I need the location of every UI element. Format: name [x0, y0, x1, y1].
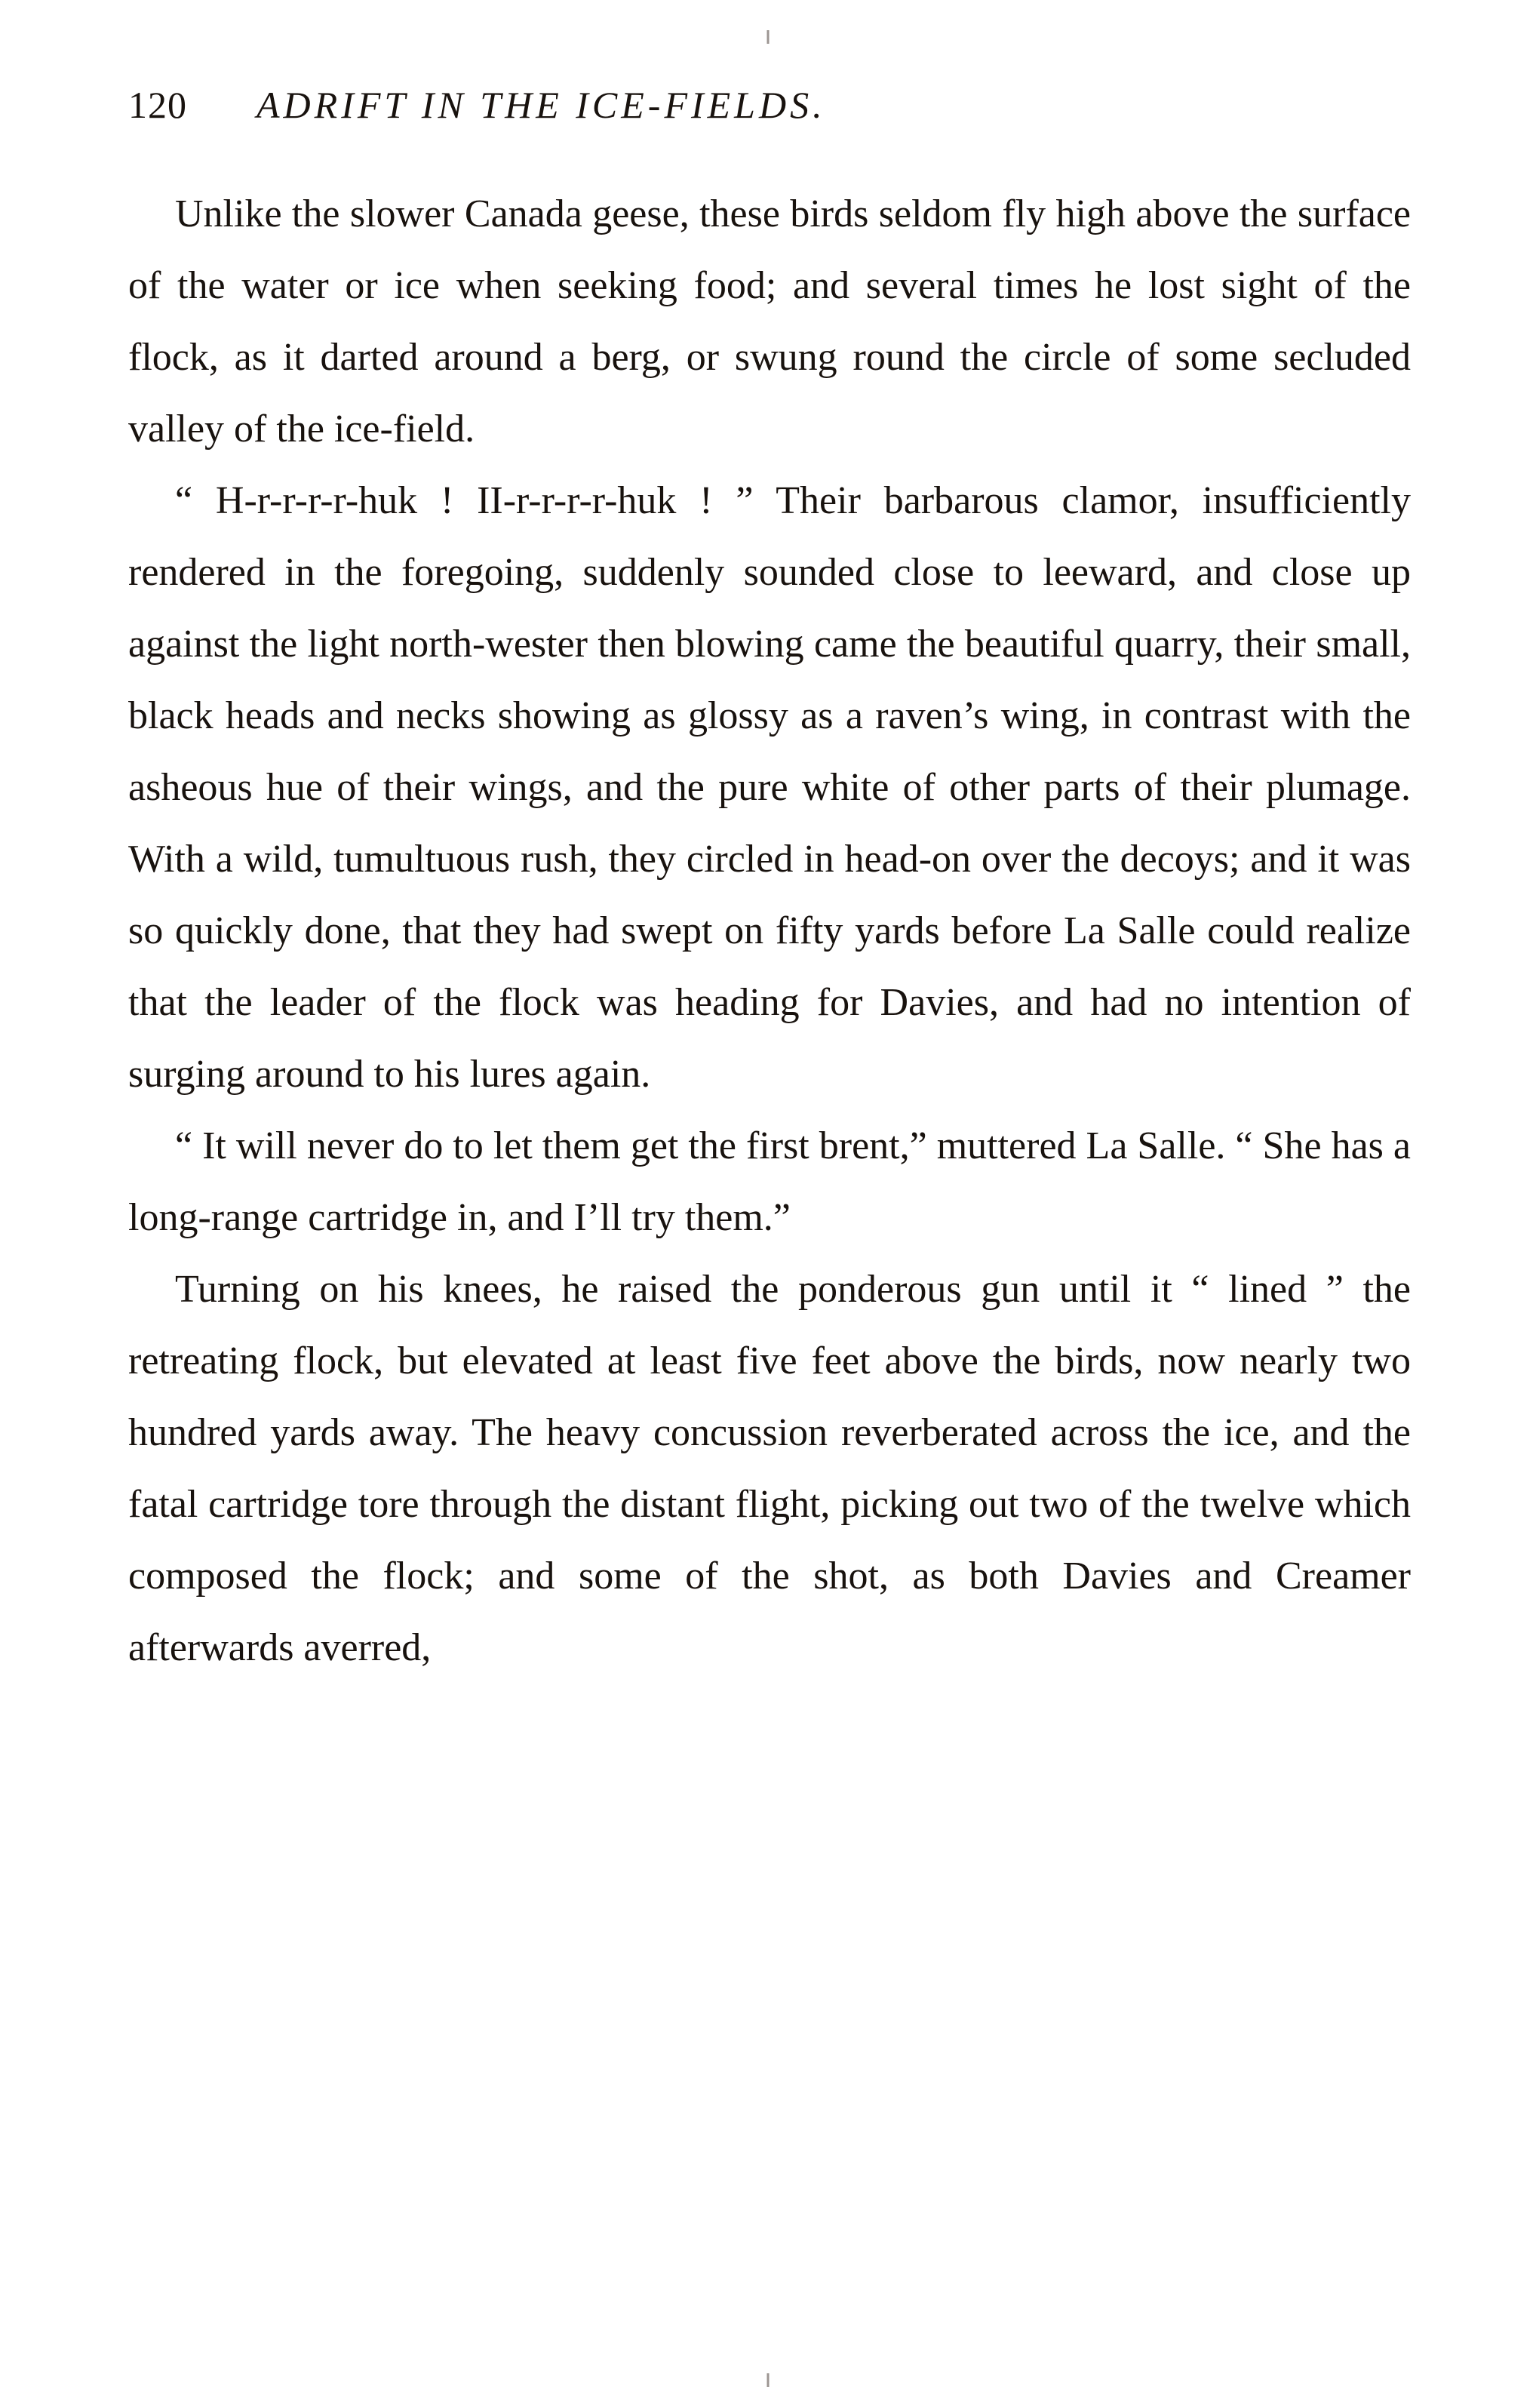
- bottom-center-mark: [767, 2373, 770, 2387]
- page-number: 120: [128, 84, 187, 126]
- paragraph: “ It will never do to let them get the first brent,” muttered La Salle. “ She has a long-range cartridge in, and I’ll try them.”: [128, 1124, 1411, 1239]
- paragraph: “ H-r-r-r-r-huk ! II-r-r-r-r-huk ! ” Their barbarous clamor, insufficiently rendered in the foregoing, suddenly sounded close to leeward, and close up against the light north-wester then blowing came the beautiful quarry, their small, black heads and necks showing as glossy as a raven’s wing, in contrast with the asheous hue of their wings, and the pure white of other parts of their plumage. With a wild, tumultuous rush, they circled in head-on over the decoys; and it was so quickly done, that they had swept on fifty yards before La Salle could realize that the leader of the flock was heading for Davies, and had no intention of surging around to his lures again.: [128, 479, 1411, 1096]
- top-center-mark: [767, 30, 770, 44]
- body-text: [128, 178, 1411, 1684]
- page-content: [128, 83, 1411, 1684]
- paragraph: Unlike the slower Canada geese, these birds seldom fly high above the surface of the water or ice when seeking food; and several times he lost sight of the flock, as it darted around a berg, or swung round the circle of some secluded valley of the ice-field.: [128, 192, 1411, 451]
- running-title: ADRIFT IN THE ICE-FIELDS.: [257, 84, 826, 126]
- paragraph: Turning on his knees, he raised the ponderous gun until it “ lined ” the retreating flock, but elevated at least five feet above the birds, now nearly two hundred yards away. The heavy concussion reverberated across the ice, and the fatal cartridge tore through the distant flight, picking out two of the twelve which composed the flock; and some of the shot, as both Davies and Creamer afterwards averred,: [128, 1268, 1411, 1669]
- page-header: [128, 83, 1411, 151]
